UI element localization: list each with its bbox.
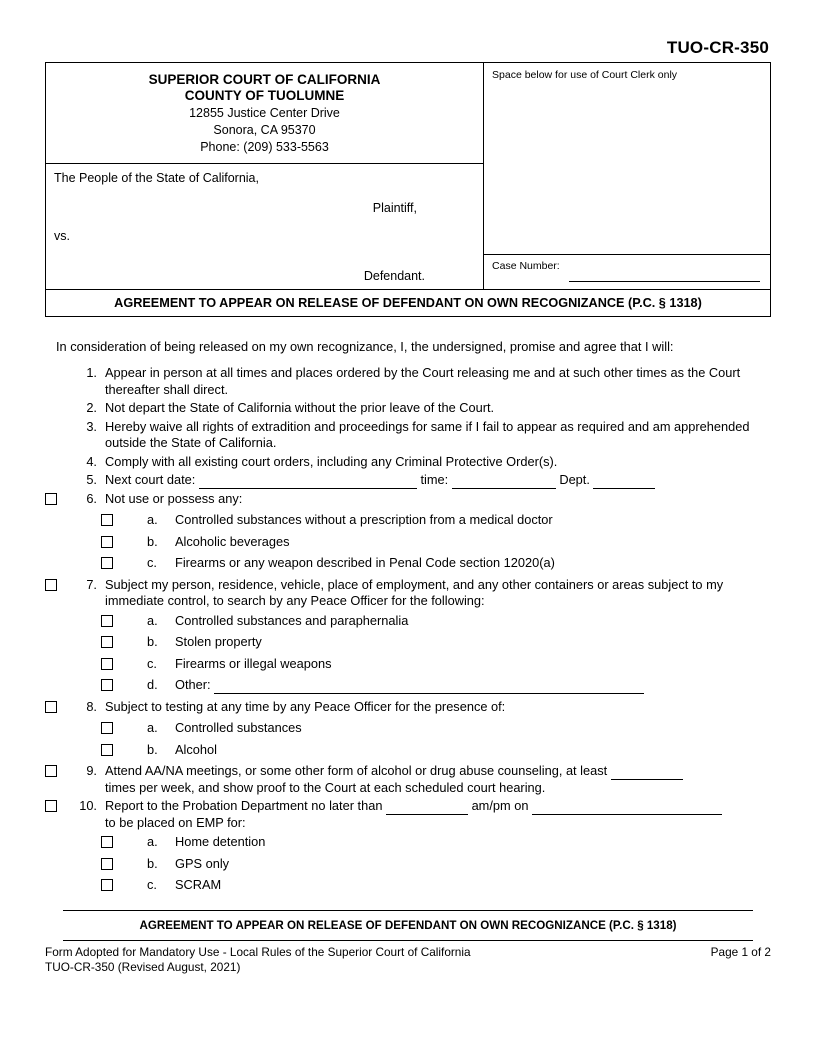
parties-block	[46, 164, 483, 289]
item-7c-text: Firearms or illegal weapons	[175, 655, 332, 671]
list-item-7a	[45, 613, 771, 632]
other-input[interactable]	[214, 680, 644, 694]
checkbox-item-7a[interactable]	[101, 615, 113, 627]
defendant-label: Defendant.	[363, 269, 426, 283]
item-2-number: 2.	[86, 400, 97, 415]
agreement-list	[45, 365, 771, 896]
list-item-9	[45, 763, 771, 796]
item-10c-text: SCRAM	[175, 877, 222, 892]
item-8-text: Subject to testing at any time by any Peace Officer for the presence of:	[105, 698, 506, 714]
item-7-text: Subject my person, residence, vehicle, place of employment, and any other containers or areas subject to my immediate control, to search by any Peace Officer for the following:	[105, 576, 724, 608]
item-6-number: 6.	[86, 490, 97, 506]
checkbox-item-7d[interactable]	[101, 679, 113, 691]
checkbox-item-10-wrap[interactable]	[45, 798, 75, 817]
checkbox-item-8-wrap[interactable]	[45, 699, 75, 718]
item-4-text: Comply with all existing court orders, including any Criminal Protective Order(s).	[105, 453, 558, 469]
time-input[interactable]	[452, 475, 556, 489]
checkbox-item-6[interactable]	[45, 493, 57, 505]
item-10c-letter: c.	[147, 877, 157, 892]
item-7d-text	[175, 677, 771, 694]
checkbox-item-8b-wrap[interactable]	[45, 742, 131, 761]
item-10b-letter: b.	[147, 855, 158, 871]
item-10a-text: Home detention	[175, 834, 266, 849]
footer-adopted-text: Form Adopted for Mandatory Use - Local Rules of the Superior Court of California	[45, 944, 471, 959]
item-10-text-part2: am/pm on	[471, 798, 529, 813]
spacer-5	[45, 472, 75, 474]
checkbox-item-6c[interactable]	[101, 557, 113, 569]
intro-paragraph: In consideration of being released on my own recognizance, I, the undersigned, promise and agree that I will:	[56, 339, 674, 354]
report-date-input[interactable]	[532, 801, 722, 815]
checkbox-item-10a[interactable]	[101, 836, 113, 848]
checkbox-item-7d-wrap[interactable]	[45, 677, 131, 696]
checkbox-item-7c[interactable]	[101, 658, 113, 670]
item-10-text-part1: Report to the Probation Department no later than	[105, 798, 383, 813]
checkbox-item-8[interactable]	[45, 701, 57, 713]
item-6b-text: Alcoholic beverages	[175, 533, 290, 549]
list-item-7d	[45, 677, 771, 696]
checkbox-item-7-wrap[interactable]	[45, 577, 75, 596]
item-8a-letter: a.	[147, 720, 158, 735]
footer-page-number: Page 1 of 2	[710, 944, 771, 959]
case-number-label: Case Number:	[492, 260, 560, 272]
checkbox-item-7b-wrap[interactable]	[45, 634, 131, 653]
item-7a-text: Controlled substances and paraphernalia	[175, 612, 409, 628]
checkbox-item-8b[interactable]	[101, 744, 113, 756]
item-6c-text: Firearms or any weapon described in Penal Code section 12020(a)	[175, 555, 555, 570]
item-8b-letter: b.	[147, 741, 158, 757]
item-7-number: 7.	[86, 576, 97, 592]
document-title: AGREEMENT TO APPEAR ON RELEASE OF DEFENDANT ON OWN RECOGNIZANCE (P.C. § 1318)	[45, 290, 771, 317]
spacer-2	[45, 400, 75, 402]
list-item-8	[45, 699, 771, 718]
item-10b-text: GPS only	[175, 855, 230, 871]
court-heading	[46, 63, 483, 164]
checkbox-item-8a[interactable]	[101, 722, 113, 734]
spacer-3	[45, 419, 75, 421]
list-item-6a	[45, 512, 771, 531]
court-name-line1: SUPERIOR COURT OF CALIFORNIA	[148, 72, 381, 87]
footer-title: AGREEMENT TO APPEAR ON RELEASE OF DEFENDANT ON OWN RECOGNIZANCE (P.C. § 1318)	[139, 918, 677, 932]
item-5-text	[105, 472, 771, 489]
item-1-number: 1.	[86, 365, 97, 380]
list-item-10a	[45, 834, 771, 853]
vs-label: vs.	[54, 229, 70, 243]
item-7b-letter: b.	[147, 634, 158, 649]
item-9-text-part1: Attend AA/NA meetings, or some other form of alcohol or drug abuse counseling, at least	[105, 763, 608, 778]
list-item-1	[45, 365, 771, 398]
list-item-10b	[45, 856, 771, 875]
checkbox-item-10a-wrap[interactable]	[45, 834, 131, 853]
meetings-times-input[interactable]	[611, 766, 683, 780]
checkbox-item-10c-wrap[interactable]	[45, 877, 131, 896]
checkbox-item-7[interactable]	[45, 579, 57, 591]
item-1-text: Appear in person at all times and places ordered by the Court releasing me and at such other times as the Court thereafter shall direct.	[105, 365, 741, 397]
item-7b-text: Stolen property	[175, 634, 262, 649]
court-phone: Phone: (209) 533-5563	[200, 140, 329, 154]
item-8-number: 8.	[86, 698, 97, 714]
list-item-8b	[45, 742, 771, 761]
caption-box	[45, 62, 771, 290]
dept-label: Dept.	[559, 472, 590, 487]
checkbox-item-6a-wrap[interactable]	[45, 512, 131, 531]
plaintiff-name: The People of the State of California,	[54, 171, 259, 185]
list-item-3	[45, 419, 771, 452]
checkbox-item-10c[interactable]	[101, 879, 113, 891]
checkbox-item-10b-wrap[interactable]	[45, 856, 131, 875]
checkbox-item-6a[interactable]	[101, 514, 113, 526]
item-7c-letter: c.	[147, 655, 157, 671]
item-9-number: 9.	[86, 763, 97, 778]
checkbox-item-9-wrap[interactable]	[45, 763, 75, 782]
court-address-line1: 12855 Justice Center Drive	[189, 106, 340, 120]
case-number-field[interactable]	[484, 255, 770, 289]
list-item-4	[45, 454, 771, 471]
item-8b-text: Alcohol	[175, 741, 217, 757]
report-time-input[interactable]	[386, 801, 468, 815]
list-item-8a	[45, 720, 771, 739]
item-7d-letter: d.	[147, 677, 158, 692]
form-number: TUO-CR-350	[666, 38, 769, 57]
item-10-number: 10.	[79, 798, 97, 813]
checkbox-item-6b-wrap[interactable]	[45, 534, 131, 553]
item-7a-letter: a.	[147, 612, 158, 628]
item-3-text: Hereby waive all rights of extradition and proceedings for same if I fail to appear as required and am apprehended outside the State of California.	[105, 418, 750, 450]
item-6c-letter: c.	[147, 555, 157, 570]
caption-left	[46, 63, 484, 289]
item-10-text	[105, 798, 771, 831]
checkbox-item-10[interactable]	[45, 800, 57, 812]
item-5-number: 5.	[86, 472, 97, 487]
footer-left	[45, 945, 471, 975]
list-item-7c	[45, 656, 771, 675]
list-item-7b	[45, 634, 771, 653]
list-item-5	[45, 472, 771, 489]
item-6a-text: Controlled substances without a prescription from a medical doctor	[175, 512, 553, 527]
checkbox-item-8a-wrap[interactable]	[45, 720, 131, 739]
item-6a-letter: a.	[147, 512, 158, 527]
next-court-date-label: Next court date:	[105, 472, 196, 487]
item-2-text: Not depart the State of California without the prior leave of the Court.	[105, 400, 495, 415]
checkbox-item-9[interactable]	[45, 765, 57, 777]
clerk-space-note: Space below for use of Court Clerk only	[484, 63, 770, 255]
item-6-text: Not use or possess any:	[105, 490, 243, 506]
list-item-7	[45, 577, 771, 610]
footer-meta	[45, 941, 771, 975]
checkbox-item-7c-wrap[interactable]	[45, 656, 131, 675]
item-6b-letter: b.	[147, 533, 158, 549]
item-10a-letter: a.	[147, 834, 158, 849]
checkbox-item-7b[interactable]	[101, 636, 113, 648]
dept-input[interactable]	[593, 475, 655, 489]
list-item-10	[45, 798, 771, 831]
checkbox-item-6-wrap[interactable]	[45, 491, 75, 510]
item-10-text-part3: to be placed on EMP for:	[105, 814, 246, 830]
caption-right	[484, 63, 770, 289]
spacer-4	[45, 454, 75, 456]
item-9-text-part2: times per week, and show proof to the Court at each scheduled court hearing.	[105, 779, 546, 795]
case-number-line	[569, 281, 760, 282]
checkbox-item-6b[interactable]	[101, 536, 113, 548]
checkbox-item-10b[interactable]	[101, 858, 113, 870]
plaintiff-label: Plaintiff,	[372, 201, 418, 215]
checkbox-item-7a-wrap[interactable]	[45, 613, 131, 632]
list-item-2	[45, 400, 771, 417]
list-item-10c	[45, 877, 771, 896]
time-label: time:	[420, 472, 449, 487]
item-9-text	[105, 763, 771, 796]
list-item-6b	[45, 534, 771, 553]
court-name-line2: COUNTY OF TUOLUMNE	[184, 88, 345, 103]
court-address-line2: Sonora, CA 95370	[213, 123, 316, 137]
other-label: Other:	[175, 677, 211, 692]
spacer-1	[45, 365, 75, 367]
footer-revision-text: TUO-CR-350 (Revised August, 2021)	[45, 959, 241, 974]
item-3-number: 3.	[86, 418, 97, 434]
list-item-6	[45, 491, 771, 510]
item-4-number: 4.	[86, 453, 97, 469]
list-item-6c	[45, 555, 771, 574]
next-court-date-input[interactable]	[199, 475, 417, 489]
checkbox-item-6c-wrap[interactable]	[45, 555, 131, 574]
item-8a-text: Controlled substances	[175, 720, 302, 735]
